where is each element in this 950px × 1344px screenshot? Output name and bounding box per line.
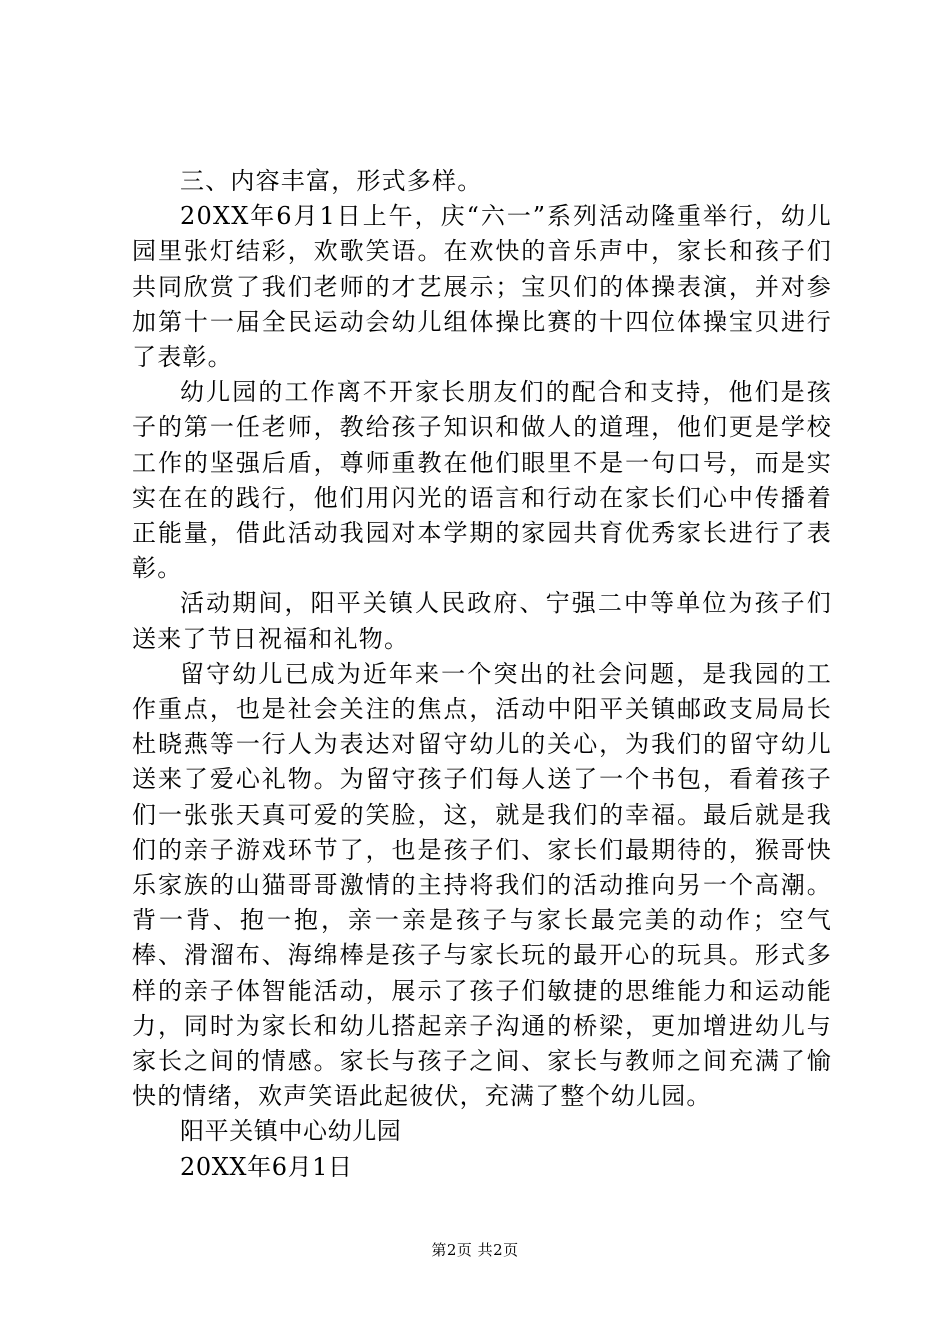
signature-organization: 阳平关镇中心幼儿园 <box>180 1117 402 1146</box>
paragraph-left-behind-children: 留守幼儿已成为近年来一个突出的社会问题，是我园的工作重点，也是社会关注的焦点，活动中阳平关镇邮政支局局长杜晓燕等一行人为表达对留守幼儿的关心，为我们的留守幼儿送来了爱心礼物。为留守孩子们每人送了一个书包，看着孩子们一张张天真可爱的笑脸，这，就是我们的幸福。最后就是我们的亲子游戏环节了，也是孩子们、家长们最期待的，猴哥快乐家族的山猫哥哥激情的主持将我们的活动推向另一个高潮。背一背、抱一抱，亲一亲是孩子与家长最完美的动作；空气棒、滑溜布、海绵棒是孩子与家长玩的最开心的玩具。形式多样的亲子体智能活动，展示了孩子们敏捷的思维能力和运动能力，同时为家长和幼儿搭起亲子沟通的桥梁，更加增进幼儿与家长之间的情感。家长与孩子之间、家长与教师之间充满了愉快的情绪，欢声笑语此起彼伏，充满了整个幼儿园。 <box>132 659 832 1111</box>
paragraph-parents: 幼儿园的工作离不开家长朋友们的配合和支持，他们是孩子的第一任老师，教给孩子知识和做人的道理，他们更是学校工作的坚强后盾，尊师重教在他们眼里不是一句口号，而是实实在在的践行，他们用闪光的语言和行动在家长们心中传播着正能量，借此活动我园对本学期的家园共育优秀家长进行了表彰。 <box>132 378 832 583</box>
page-number-footer: 第2页 共2页 <box>431 1241 519 1259</box>
section-heading: 三、内容丰富，形式多样。 <box>180 167 483 195</box>
document-body <box>132 164 832 1185</box>
paragraph-event: 20XX年6月1日上午，庆“六一”系列活动隆重举行，幼儿园里张灯结彩，欢歌笑语。在欢快的音乐声中，家长和孩子们共同欣赏了我们老师的才艺展示；宝贝们的体操表演，并对参加第十一届全民运动会幼儿组体操比赛的十四位体操宝贝进行了表彰。 <box>132 202 832 372</box>
signature-date: 20XX年6月1日 <box>180 1152 353 1181</box>
paragraph-gifts: 活动期间，阳平关镇人民政府、宁强二中等单位为孩子们送来了节日祝福和礼物。 <box>132 589 832 653</box>
